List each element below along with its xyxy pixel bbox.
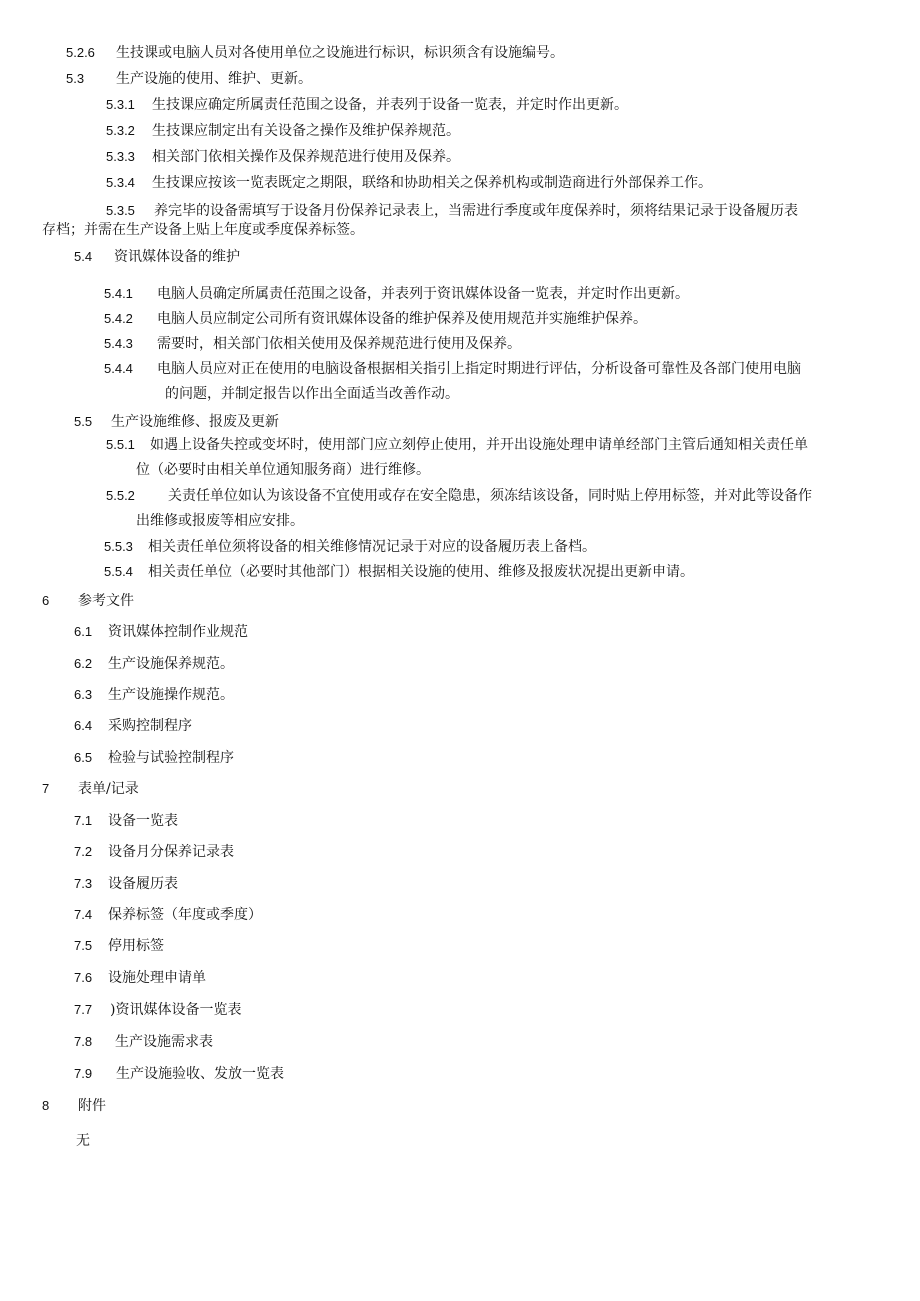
section-number: 7 — [42, 781, 50, 796]
clause-text-line1: 关责任单位如认为该设备不宜使用或存在安全隐患，须冻结该设备，同时贴上停用标签，并对此等设备作 — [168, 488, 812, 504]
section-title: 生产设施维修、报废及更新 — [111, 414, 279, 430]
form-7-5 — [74, 937, 164, 955]
form-number: 7.9 — [74, 1066, 93, 1081]
section-number: 5.5 — [74, 414, 93, 429]
clause-5-4-4 — [104, 360, 801, 378]
form-number: 7.8 — [74, 1034, 93, 1049]
ref-number: 6.4 — [74, 718, 93, 733]
ref-number: 6.5 — [74, 750, 93, 765]
form-7-1 — [74, 812, 178, 830]
form-text: 生产设施验收、发放一览表 — [116, 1066, 284, 1082]
ref-text: 采购控制程序 — [108, 718, 192, 734]
clause-5-3-3 — [106, 148, 460, 166]
clause-5-3-1 — [106, 96, 628, 114]
form-text: 设施处理申请单 — [108, 970, 206, 986]
clause-text: 需要时，相关部门依相关使用及保养规范进行使用及保养。 — [157, 336, 521, 352]
section-5-3 — [66, 70, 312, 88]
section-title: 参考文件 — [78, 593, 134, 609]
clause-number: 5.2.6 — [66, 45, 95, 60]
ref-6-1 — [74, 623, 248, 641]
clause-text: 生技课应确定所属责任范围之设备，并表列于设备一览表，并定时作出更新。 — [152, 97, 628, 113]
clause-5-5-2-continuation: 出维修或报废等相应安排。 — [136, 513, 304, 529]
clause-5-4-3 — [104, 335, 521, 353]
clause-text: 电脑人员应制定公司所有资讯媒体设备的维护保养及使用规范并实施维护保养。 — [157, 311, 647, 327]
form-text: 停用标签 — [108, 938, 164, 954]
clause-number: 5.4.4 — [104, 361, 133, 376]
clause-5-5-3 — [104, 538, 596, 556]
form-number: 7.2 — [74, 844, 93, 859]
ref-text: 资讯媒体控制作业规范 — [108, 624, 248, 640]
ref-6-3 — [74, 686, 234, 704]
clause-5-3-4 — [106, 174, 712, 192]
form-7-2 — [74, 843, 234, 861]
ref-number: 6.1 — [74, 624, 93, 639]
ref-text: 生产设施保养规范。 — [108, 656, 234, 672]
ref-text: 生产设施操作规范。 — [108, 687, 234, 703]
section-number: 6 — [42, 593, 50, 608]
form-text: )资讯媒体设备一览表 — [110, 1002, 242, 1018]
clause-5-3-5 — [106, 202, 798, 220]
ref-6-2 — [74, 655, 234, 673]
form-text: 生产设施需求表 — [115, 1034, 213, 1050]
section-5-4 — [74, 248, 240, 266]
form-number: 7.1 — [74, 813, 93, 828]
form-7-9 — [74, 1065, 284, 1083]
form-number: 7.3 — [74, 876, 93, 891]
form-7-6 — [74, 969, 206, 987]
section-title: 生产设施的使用、维护、更新。 — [116, 71, 312, 87]
clause-text-line1: 电脑人员应对正在使用的电脑设备根据相关指引上指定时期进行评估，分析设备可靠性及各部门使用电脑 — [157, 361, 801, 377]
section-5-5 — [74, 413, 279, 431]
clause-number: 5.5.1 — [106, 437, 135, 452]
section-number: 8 — [42, 1098, 50, 1113]
form-text: 保养标签（年度或季度） — [108, 907, 262, 923]
clause-number: 5.3.5 — [106, 203, 135, 218]
ref-number: 6.3 — [74, 687, 93, 702]
clause-number: 5.3.1 — [106, 97, 135, 112]
form-7-7 — [74, 1001, 241, 1019]
clause-number: 5.3.3 — [106, 149, 135, 164]
section-6 — [42, 592, 134, 610]
clause-text: 生技课应按该一览表既定之期限，联络和协助相关之保养机构或制造商进行外部保养工作。 — [152, 175, 712, 191]
clause-text-line1: 如遇上设备失控或变坏时，使用部门应立刻停止使用，并开出设施处理申请单经部门主管后通知相关责任单 — [150, 437, 808, 453]
section-number: 5.4 — [74, 249, 93, 264]
form-7-4 — [74, 906, 262, 924]
clause-5-3-2 — [106, 122, 460, 140]
clause-5-5-1 — [106, 436, 808, 454]
clause-text-line1: 养完毕的设备需填写于设备月份保养记录表上，当需进行季度或年度保养时，须将结果记录于设备履历表 — [154, 203, 798, 219]
clause-text: 生技课或电脑人员对各使用单位之设施进行标识，标识须含有设施编号。 — [116, 45, 564, 61]
clause-5-5-1-continuation: 位（必要时由相关单位通知服务商）进行维修。 — [136, 462, 430, 478]
clause-number: 5.4.1 — [104, 286, 133, 301]
clause-text: 相关责任单位须将设备的相关维修情况记录于对应的设备履历表上备档。 — [148, 539, 596, 555]
section-title: 表单/记录 — [78, 781, 139, 797]
clause-5-5-4 — [104, 563, 694, 581]
form-number: 7.6 — [74, 970, 93, 985]
section-number: 5.3 — [66, 71, 85, 86]
clause-number: 5.4.2 — [104, 311, 133, 326]
clause-number: 5.3.4 — [106, 175, 135, 190]
clause-text: 电脑人员确定所属责任范围之设备，并表列于资讯媒体设备一览表，并定时作出更新。 — [157, 286, 689, 302]
attachment-none: 无 — [76, 1133, 90, 1149]
ref-number: 6.2 — [74, 656, 93, 671]
clause-5-3-5-continuation: 存档；并需在生产设备上贴上年度或季度保养标签。 — [42, 222, 364, 238]
ref-6-4 — [74, 717, 192, 735]
clause-5-4-1 — [104, 285, 689, 303]
form-number: 7.5 — [74, 938, 93, 953]
clause-number: 5.5.2 — [106, 488, 135, 503]
clause-5-5-2 — [106, 487, 812, 505]
form-number: 7.7 — [74, 1002, 93, 1017]
form-7-8 — [74, 1033, 213, 1051]
clause-number: 5.5.4 — [104, 564, 133, 579]
form-text: 设备履历表 — [108, 876, 178, 892]
section-8 — [42, 1097, 106, 1115]
section-7 — [42, 780, 139, 798]
clause-number: 5.5.3 — [104, 539, 133, 554]
ref-text: 检验与试验控制程序 — [108, 750, 234, 766]
section-title: 资讯媒体设备的维护 — [114, 249, 240, 265]
form-number: 7.4 — [74, 907, 93, 922]
clause-5-4-4-continuation: 的问题，并制定报告以作出全面适当改善作动。 — [165, 386, 459, 402]
clause-number: 5.4.3 — [104, 336, 133, 351]
clause-5-2-6 — [66, 44, 564, 62]
clause-5-4-2 — [104, 310, 647, 328]
section-title: 附件 — [78, 1098, 106, 1114]
form-text: 设备月分保养记录表 — [108, 844, 234, 860]
clause-number: 5.3.2 — [106, 123, 135, 138]
clause-text: 相关责任单位（必要时其他部门）根据相关设施的使用、维修及报废状况提出更新申请。 — [148, 564, 694, 580]
ref-6-5 — [74, 749, 234, 767]
form-7-3 — [74, 875, 178, 893]
clause-text: 生技课应制定出有关设备之操作及维护保养规范。 — [152, 123, 460, 139]
form-text: 设备一览表 — [108, 813, 178, 829]
clause-text: 相关部门依相关操作及保养规范进行使用及保养。 — [152, 149, 460, 165]
